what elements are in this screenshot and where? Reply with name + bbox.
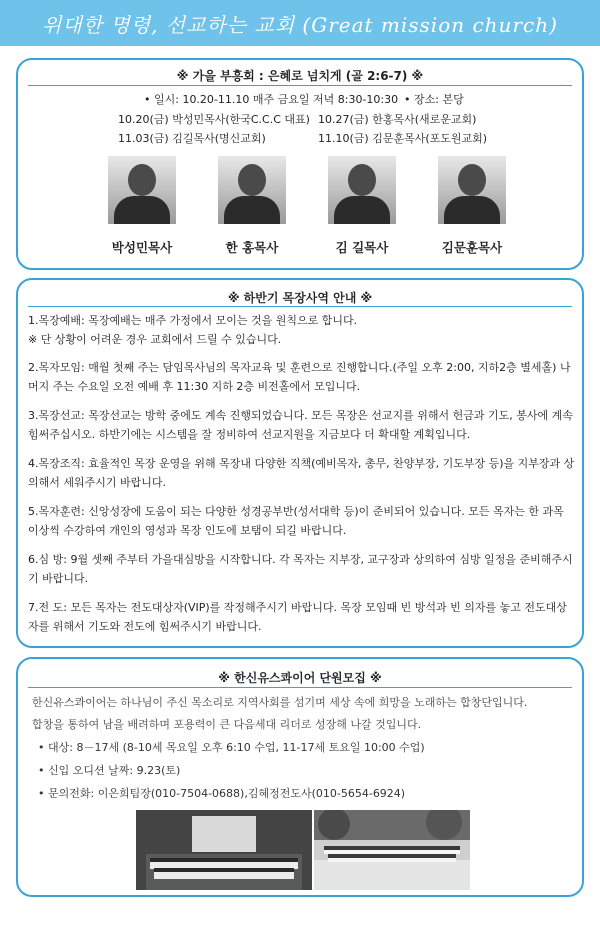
choir-stage-photo [136,810,312,890]
ministry-item-1: 1.목장예배: 목장예배는 매주 가정에서 모이는 것을 원칙으로 합니다. ※ 단 상황이 어려운 경우 교회에서 드릴 수 있습니다. [28,314,358,346]
speaker-photo-2 [218,156,286,224]
choir-section [16,657,584,897]
choir-outdoor-photo [314,810,470,890]
choir-heading: ※ 한신유스콰이어 단원모집 ※ [218,671,382,685]
choir-bullet-3: • 문의전화: 이은희팀장(010-7504-0688),김혜정전도사(010-5654-6924) [38,787,406,800]
speaker-name-1: 박성민목사 [111,240,173,255]
speaker-name-2: 한 홍목사 [225,240,279,255]
speaker-photo-3 [328,156,396,224]
speaker-photo-4 [438,156,506,224]
choir-bullet-1-text: 대상: 8－17세 (8-10세 목요일 오후 6:10 수업, 11-17세 토요일 10:00 수업) [48,741,425,754]
choir-bullet-2: • 신입 오디션 날짜: 9.23(토) [38,764,181,777]
revival-heading: ※ 가을 부흥회 : 은혜로 넘치게 (골 2:6-7) ※ [176,69,424,83]
choir-bullet-1: • 대상: 8－17세 (8-10세 목요일 오후 6:10 수업, 11-17세 토요일 10:00 수업) [38,741,425,754]
revival-date-4: 11.10(금) 김문훈목사(포도원교회) [318,132,488,145]
revival-date-1: 10.20(금) 박성민목사(한국C.C.C 대표) [118,113,310,126]
ministry-item-3: 3.목장선교: 목장선교는 방학 중에도 계속 진행되었습니다. 모든 목장은 선교지를 위해서 헌금과 기도, 봉사에 계속 힘써주십시오. 하반기에는 시스템을 잘 정비하여 선교지원을 지금보다 더 확대할 계획입니다. [28,409,573,441]
ministry-item-2: 2.목자모임: 매월 첫째 주는 담임목사님의 목자교육 및 훈련으로 진행합니다.(주일 오후 2:00, 지하2층 별세홀) 나머지 주는 수요일 오전 예배 후 11:30 지하 2층 비전홀에서 모입니다. [28,361,571,393]
page-banner [0,0,600,46]
ministry-item-6: 6.심 방: 9월 셋째 주부터 가을대심방을 시작합니다. 각 목자는 지부장, 교구장과 상의하여 심방 일정을 준비해주시기 바랍니다. [28,553,573,585]
ministry-heading: ※ 하반기 목장사역 안내 ※ [227,291,373,305]
ministry-item-7: 7.전 도: 모든 목자는 전도대상자(VIP)를 작정해주시기 바랍니다. 목장 모임때 빈 방석과 빈 의자를 놓고 전도대상자를 위해서 기도와 전도에 힘써주시기 바랍니다. [28,601,567,633]
choir-intro-1: 한신유스콰이어는 하나님이 주신 목소리로 지역사회를 섬기며 세상 속에 희망을 노래하는 합창단입니다. [32,696,528,709]
revival-place: • 장소: 본당 [404,93,464,106]
speaker-name-3: 김 길목사 [335,240,389,255]
ministry-item-4: 4.목장조직: 효율적인 목장 운영을 위해 목장내 다양한 직책(예비목자, 총무, 찬양부장, 기도부장 등)을 지부장과 상의해서 세워주시기 바랍니다. [28,457,575,489]
banner-title: 위대한 명령, 선교하는 교회 (Great mission church) [42,13,558,37]
choir-divider [28,687,572,688]
speaker-photo-1 [108,156,176,224]
revival-schedule: • 일시: 10.20-11.10 매주 금요일 저녁 8:30-10:30 [144,93,399,106]
choir-intro-2: 합창을 통하여 남을 배려하며 포용력이 큰 다음세대 리더로 성장해 나갈 것입니다. [32,718,422,731]
speaker-name-4: 김문훈목사 [441,240,503,255]
choir-bullet-2-text: 신입 오디션 날짜: 9.23(토) [48,764,181,777]
revival-section [16,58,584,270]
revival-date-2: 10.27(금) 한홍목사(새로운교회) [318,113,477,126]
revival-divider [28,85,572,86]
choir-bullet-3-text: 문의전화: 이은희팀장(010-7504-0688),김혜정전도사(010-5654-6924) [48,787,406,800]
ministry-section [16,278,584,648]
ministry-divider [28,306,572,307]
ministry-item-5: 5.목자훈련: 신앙성장에 도움이 되는 다양한 성경공부반(성서대학 등)이 준비되어 있습니다. 모든 목자는 한 과목 이상씩 수강하여 개인의 영성과 목장 인도에 보탬이 되길 바랍니다. [28,505,564,537]
revival-date-3: 11.03(금) 김길목사(명신교회) [118,132,266,145]
